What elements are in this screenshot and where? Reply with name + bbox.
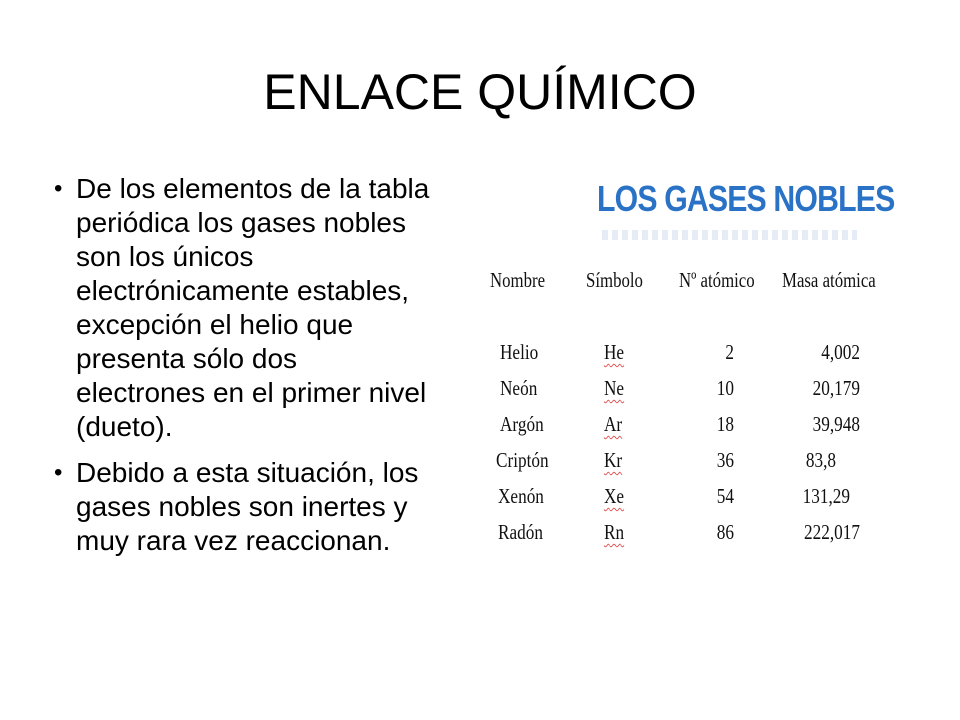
- figure-title-shadow: [602, 230, 857, 240]
- element-symbol: Rn: [604, 520, 625, 544]
- element-name: Criptón: [496, 448, 549, 472]
- noble-gases-figure: [482, 168, 894, 578]
- atomic-number: 86: [716, 520, 734, 544]
- element-symbol: Ne: [604, 376, 625, 400]
- element-name: Neón: [500, 376, 538, 400]
- atomic-mass: 131,29: [802, 484, 850, 508]
- bullet-list: [52, 172, 432, 570]
- atomic-number: 54: [716, 484, 734, 508]
- element-name: Radón: [498, 520, 543, 544]
- element-symbol: Xe: [604, 484, 625, 508]
- header-atomic-number: Nº atómico: [679, 268, 755, 292]
- bullet-item: [52, 456, 432, 558]
- header-name: Nombre: [490, 268, 546, 292]
- header-symbol: Símbolo: [586, 268, 643, 292]
- atomic-mass: 83,8: [805, 448, 836, 472]
- bullet-text: De los elementos de la tabla periódica los gases nobles son los únicos electrónicamente estables, excepción el helio que presenta sólo dos electrones en el primer nivel (dueto).: [76, 173, 430, 442]
- element-name: Xenón: [498, 484, 544, 508]
- figure-title: LOS GASES NOBLES: [597, 178, 895, 219]
- bullet-icon: •: [54, 175, 63, 202]
- atomic-number: 18: [716, 412, 734, 436]
- atomic-mass: 39,948: [812, 412, 860, 436]
- element-symbol: Kr: [604, 448, 623, 472]
- atomic-mass: 4,002: [821, 340, 860, 364]
- atomic-number: 10: [716, 376, 734, 400]
- element-symbol: Ar: [604, 412, 623, 436]
- element-symbol: He: [604, 340, 625, 364]
- bullet-item: [52, 172, 432, 444]
- header-atomic-mass: Masa atómica: [782, 268, 876, 292]
- atomic-number: 2: [725, 340, 734, 364]
- element-name: Helio: [500, 340, 539, 364]
- element-name: Argón: [500, 412, 544, 436]
- atomic-number: 36: [716, 448, 734, 472]
- bullet-text: Debido a esta situación, los gases nobles son inertes y muy rara vez reaccionan.: [76, 457, 419, 556]
- atomic-mass: 222,017: [804, 520, 860, 544]
- slide-title: ENLACE QUÍMICO: [263, 64, 697, 120]
- atomic-mass: 20,179: [812, 376, 860, 400]
- bullet-icon: •: [54, 459, 63, 486]
